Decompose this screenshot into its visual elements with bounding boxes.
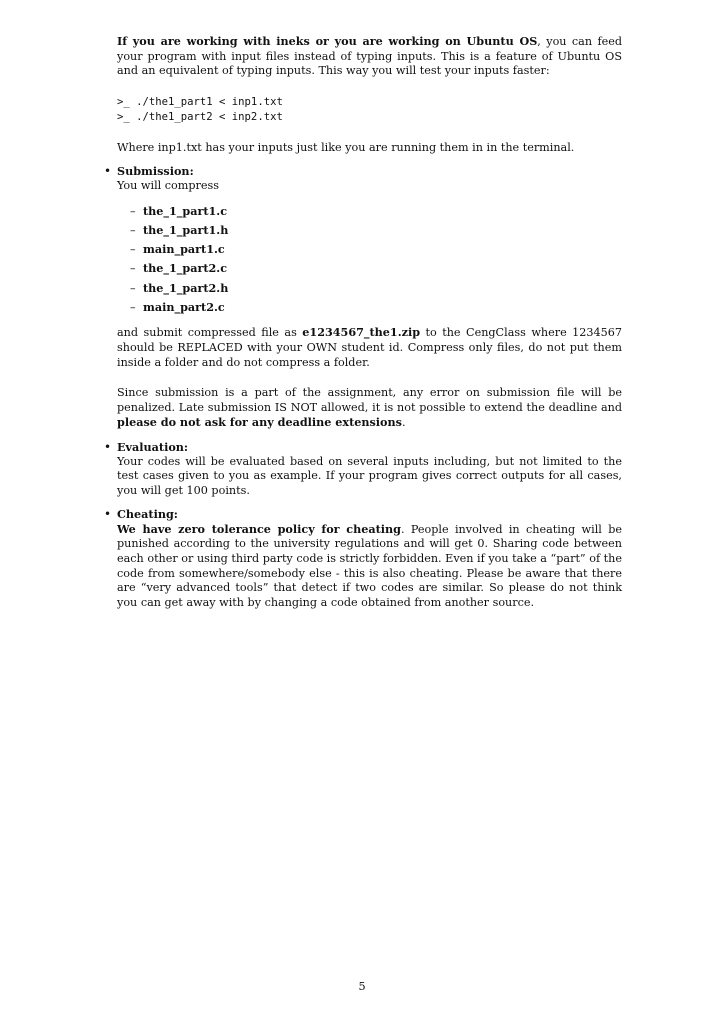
dash-icon: – bbox=[130, 301, 136, 315]
file-list-item bbox=[130, 221, 622, 240]
intro-lead-rest: , you can feed your program with input files instead of typing inputs. This is a feature of Ubuntu OS and an equivalent of typing inputs. This way you will test your inputs faster: bbox=[117, 35, 623, 78]
cheating-paragraph bbox=[117, 522, 622, 611]
command-block bbox=[117, 95, 622, 125]
file-list-item bbox=[130, 202, 622, 221]
file-name: the_1_part1.c bbox=[143, 203, 228, 218]
evaluation-title: Evaluation: bbox=[117, 439, 189, 454]
command-line: >_ ./the1_part2 < inp2.txt bbox=[117, 110, 283, 123]
file-name: main_part2.c bbox=[143, 300, 225, 315]
file-name: the_1_part2.c bbox=[143, 261, 228, 276]
dash-icon: – bbox=[130, 223, 136, 237]
file-name: the_1_part2.h bbox=[143, 280, 229, 295]
submission-file-list bbox=[130, 202, 622, 318]
evaluation-section bbox=[104, 439, 622, 498]
submission-intro: You will compress bbox=[117, 178, 219, 192]
submission-paragraph bbox=[117, 325, 622, 370]
submission-text: and submit compressed file as bbox=[117, 326, 303, 340]
dash-icon: – bbox=[130, 204, 136, 218]
dash-icon: – bbox=[130, 281, 136, 295]
page-number: 5 bbox=[358, 980, 366, 993]
file-name: main_part1.c bbox=[143, 242, 225, 257]
cheating-section bbox=[104, 507, 623, 610]
dash-icon: – bbox=[130, 243, 136, 257]
intro-note: Where inp1.txt has your inputs just like you are running them in in the terminal. bbox=[117, 140, 575, 154]
submission-text: to the CengClass where 1234567 should be REPLACED with your OWN student id. Compress only files, do not put them inside a folder and do not compress a folder. bbox=[117, 326, 622, 369]
file-list-item bbox=[130, 240, 622, 259]
cheating-title: Cheating: bbox=[117, 507, 178, 522]
submission-filename: e1234567_the1.zip bbox=[302, 325, 421, 340]
bullet-icon: • bbox=[104, 439, 112, 454]
intro-lead-bold: If you are working with ineks or you are working on Ubuntu OS bbox=[117, 34, 538, 48]
document-page bbox=[104, 34, 623, 610]
submission-section bbox=[104, 164, 622, 431]
cheating-text: . People involved in cheating will be punished according to the university regulations and will get 0. Sharing code between each other or using third party code is strictly forbidden. Even if you take a “part” of the code from somewhere/somebody else - this is also cheating. Please be aware that there are “very advanced tools” that detect if two codes are similar. So please do not think you can get away with by changing a code obtained from another source. bbox=[117, 522, 623, 609]
late-submission-text: Since submission is a part of the assignment, any error on submission file will be penalized. Late submission IS NOT allowed, it is not possible to extend the deadline and bbox=[117, 386, 622, 414]
intro-paragraph bbox=[117, 34, 622, 79]
command-line: >_ ./the1_part1 < inp1.txt bbox=[117, 95, 283, 108]
submission-title: Submission: bbox=[117, 164, 194, 179]
bullet-icon: • bbox=[104, 507, 112, 522]
file-list-item bbox=[130, 279, 622, 298]
file-list-item bbox=[130, 259, 622, 278]
cheating-lead-bold: We have zero tolerance policy for cheating bbox=[117, 521, 401, 536]
file-list-item bbox=[130, 298, 622, 317]
file-name: the_1_part1.h bbox=[143, 222, 229, 237]
late-submission-paragraph bbox=[117, 386, 622, 431]
deadline-warning: please do not ask for any deadline extensions bbox=[117, 415, 402, 430]
bullet-icon: • bbox=[104, 164, 112, 179]
late-submission-text: . bbox=[401, 416, 406, 430]
evaluation-text: Your codes will be evaluated based on several inputs including, but not limited to the test cases given to you as example. If your program gives correct outputs for all cases, you will get 100 points. bbox=[117, 454, 622, 497]
dash-icon: – bbox=[130, 262, 136, 276]
